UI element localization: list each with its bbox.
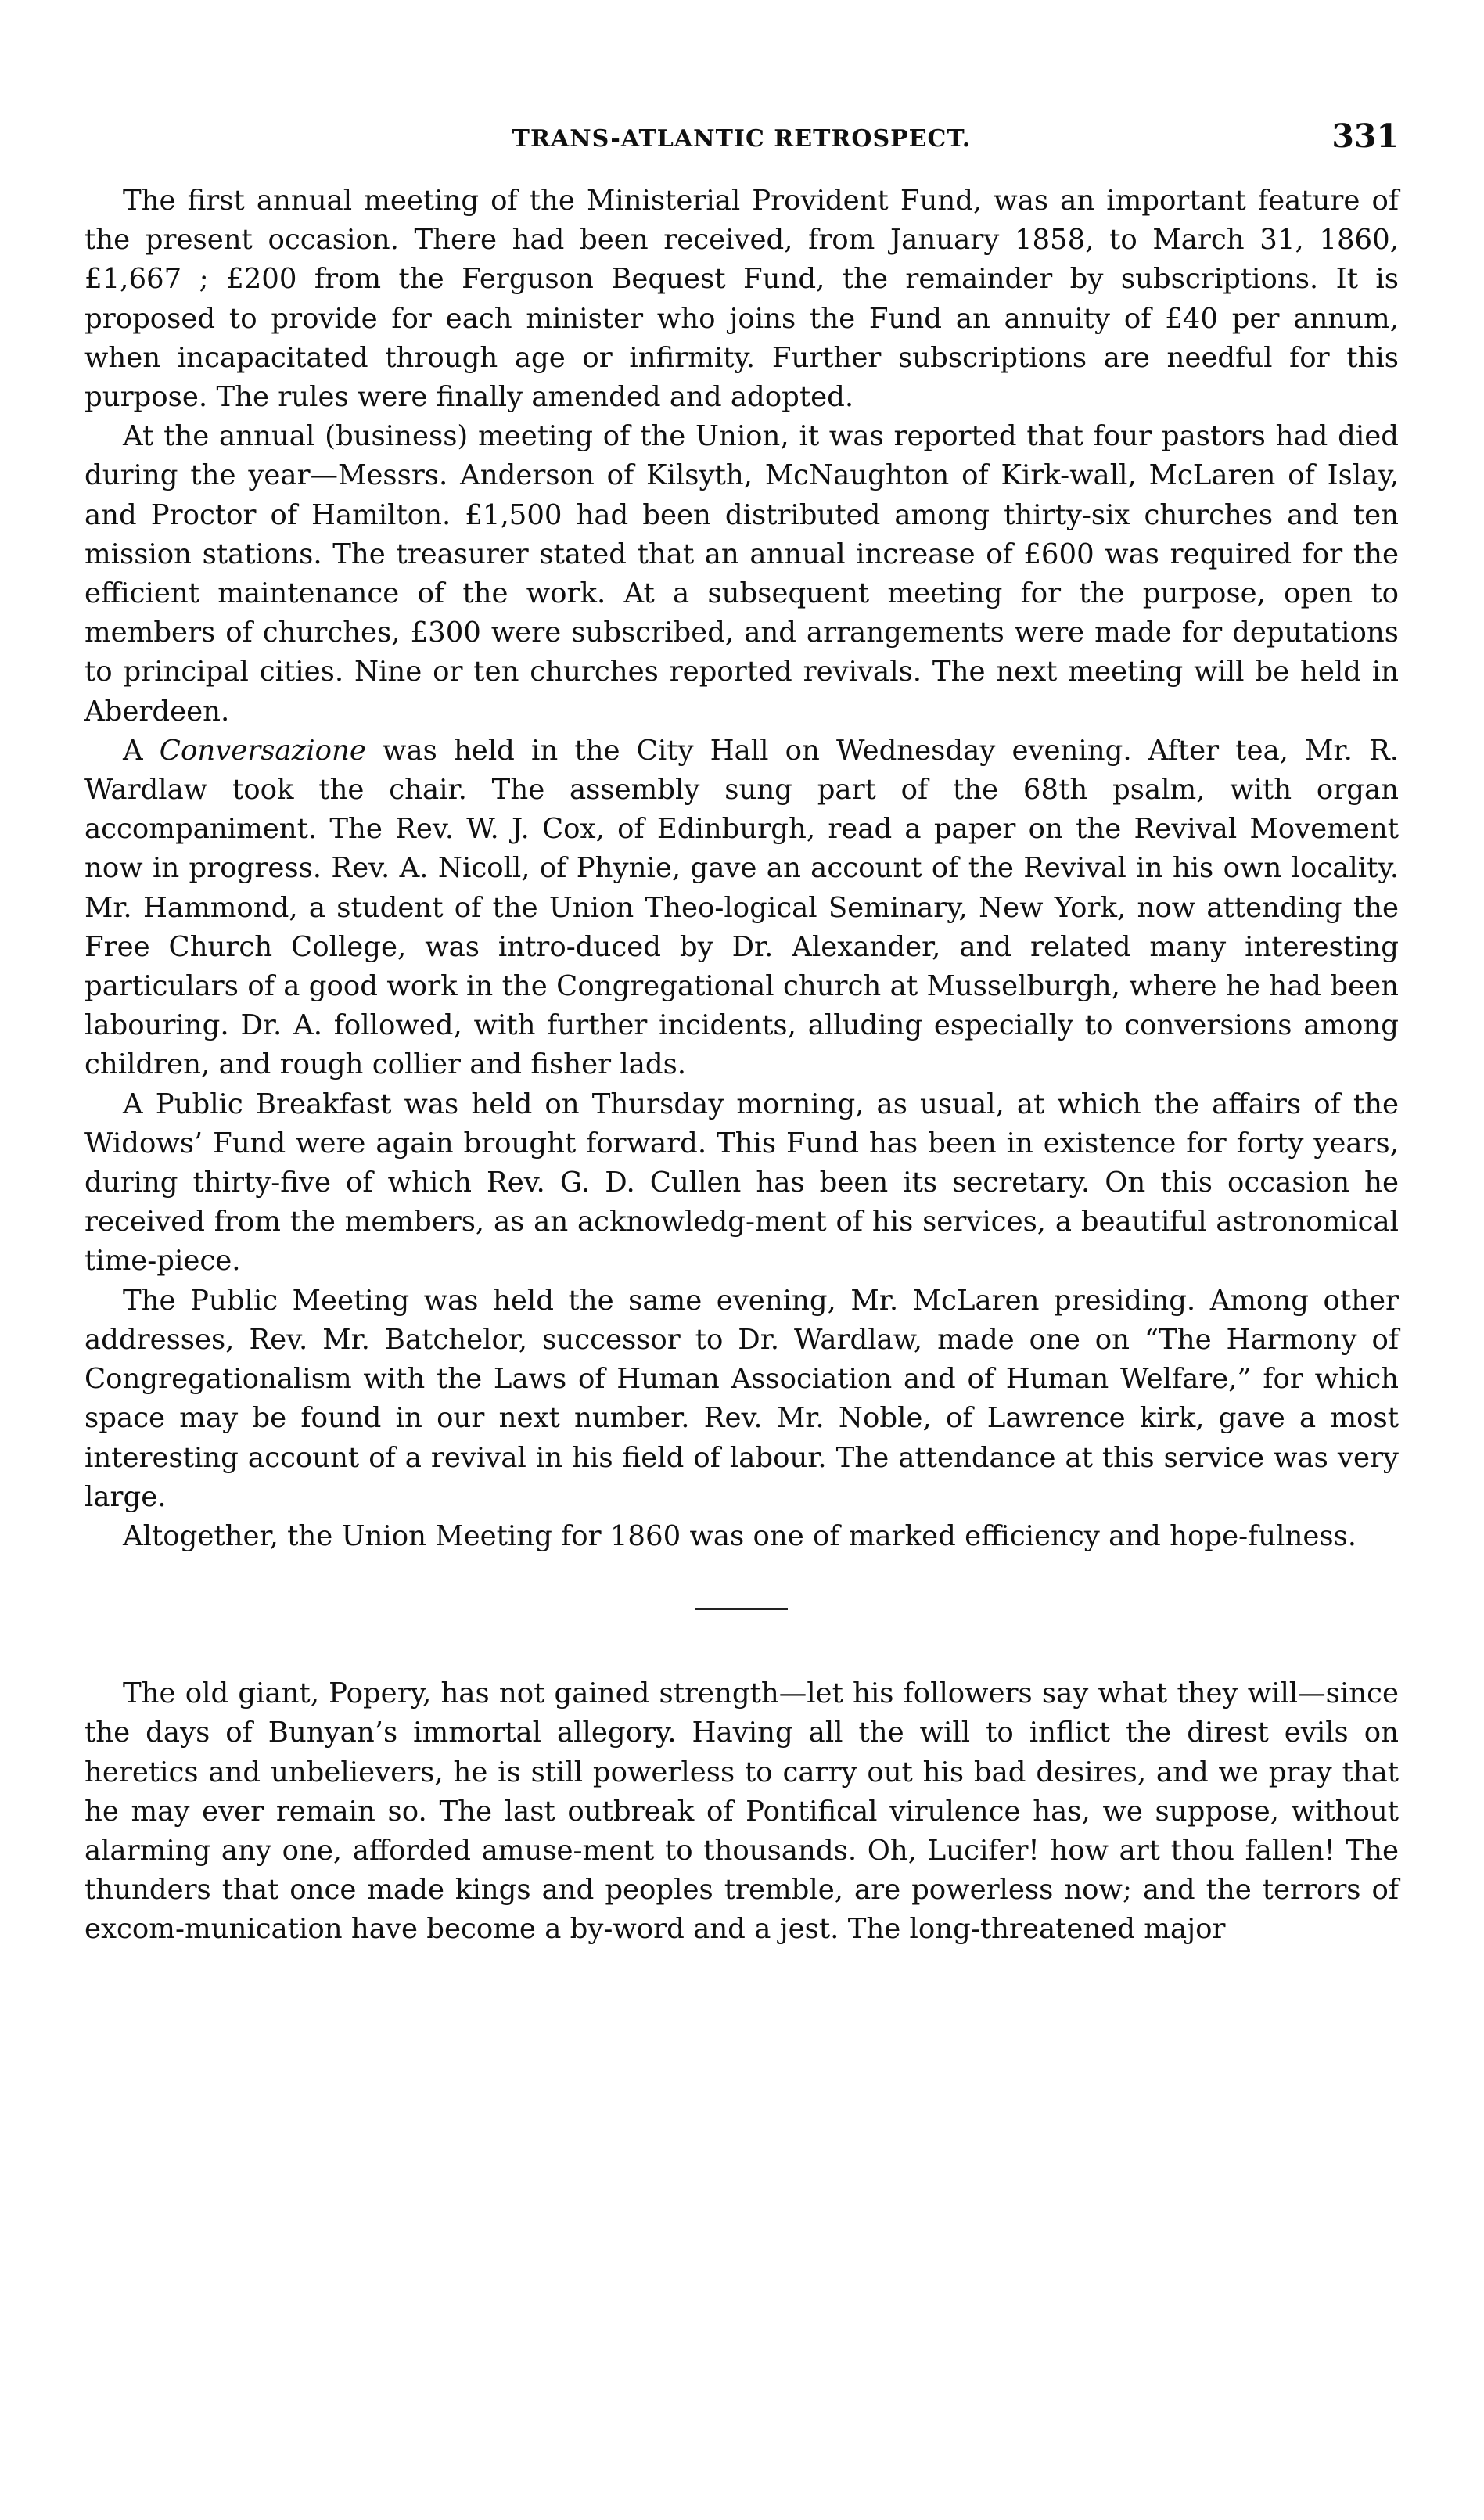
- running-header: [84, 117, 1399, 164]
- paragraph-provident-fund: The first annual meeting of the Ministerial Provident Fund, was an important feature of the present occasion. There had been received, from January 1858, to March 31, 1860, £1,667 ; £200 from the Ferguson Bequest Fund, the remainder by subscriptions. It is proposed to provide for each minister who joins the Fund an annuity of £40 per annum, when incapacitated through age or infirmity. Further subscriptions are needful for this purpose. The rules were finally amended and adopted.: [84, 185, 1399, 414]
- page-number: 331: [1331, 117, 1399, 155]
- conversazione-lead: A: [123, 734, 160, 767]
- running-title: TRANS-ATLANTIC RETROSPECT.: [512, 125, 972, 153]
- paragraph-popery: The old giant, Popery, has not gained strength—let his followers say what they will—since the days of Bunyan’s immortal allegory. Having all the will to inflict the direst evils on heretics and unbelievers, he is still powerless to carry out his bad desires, and we pray that he may ever remain so. The last outbreak of Pontifical virulence has, we suppose, without alarming any one, afforded amuse-ment to thousands. Oh, Lucifer! how art thou fallen! The thunders that once made kings and peoples tremble, are powerless now; and the terrors of excom-munication have become a by-word and a jest. The long-threatened major: [84, 1677, 1399, 1946]
- paragraph-conclusion: Altogether, the Union Meeting for 1860 was one of marked efficiency and hope-fulness.: [123, 1519, 1357, 1552]
- paragraph-public-meeting: The Public Meeting was held the same evening, Mr. McLaren presiding. Among other addresses, Rev. Mr. Batchelor, successor to Dr. Wardlaw, made one on “The Harmony of Congregationalism with the Laws of Human Association and of Human Welfare,” for which space may be found in our next number. Rev. Mr. Noble, of Lawrence kirk, gave a most interesting account of a revival in his field of labour. The attendance at this service was very large.: [84, 1284, 1399, 1513]
- conversazione-text: was held in the City Hall on Wednesday evening. After tea, Mr. R. Wardlaw took the chair. The assembly sung part of the 68th psalm, with organ accompaniment. The Rev. W. J. Cox, of Edinburgh, read a paper on the Revival Movement now in progress. Rev. A. Nicoll, of Phynie, gave an account of the Revival in his own locality. Mr. Hammond, a student of the Union Theo-logical Seminary, New York, now attending the Free Church College, was intro-duced by Dr. Alexander, and related many interesting particulars of a good work in the Congregational church at Musselburgh, where he had been labouring. Dr. A. followed, with further incidents, alluding especially to conversions among children, and rough collier and fisher lads.: [84, 734, 1400, 1081]
- conversazione-italic-word: Conversazione: [159, 734, 366, 767]
- section-divider: [695, 1608, 788, 1610]
- book-page: [84, 117, 1399, 1950]
- paragraph-conversazione: [84, 732, 1399, 1085]
- paragraph-union-meeting: At the annual (business) meeting of the Union, it was reported that four pastors had died during the year—Messrs. Anderson of Kilsyth, McNaughton of Kirk-wall, McLaren of Islay, and Proctor of Hamilton. £1,500 had been distributed among thirty-six churches and ten mission stations. The treasurer stated that an annual increase of £600 was required for the efficient maintenance of the work. At a subsequent meeting for the purpose, open to members of churches, £300 were subscribed, and arrangements were made for deputations to principal cities. Nine or ten churches reported revivals. The next meeting will be held in Aberdeen.: [84, 420, 1399, 728]
- paragraph-public-breakfast: A Public Breakfast was held on Thursday morning, as usual, at which the affairs of the Widows’ Fund were again brought forward. This Fund has been in existence for forty years, during thirty-five of which Rev. G. D. Cullen has been its secretary. On this occasion he received from the members, as an acknowledg-ment of his services, a beautiful astronomical time-piece.: [84, 1087, 1399, 1278]
